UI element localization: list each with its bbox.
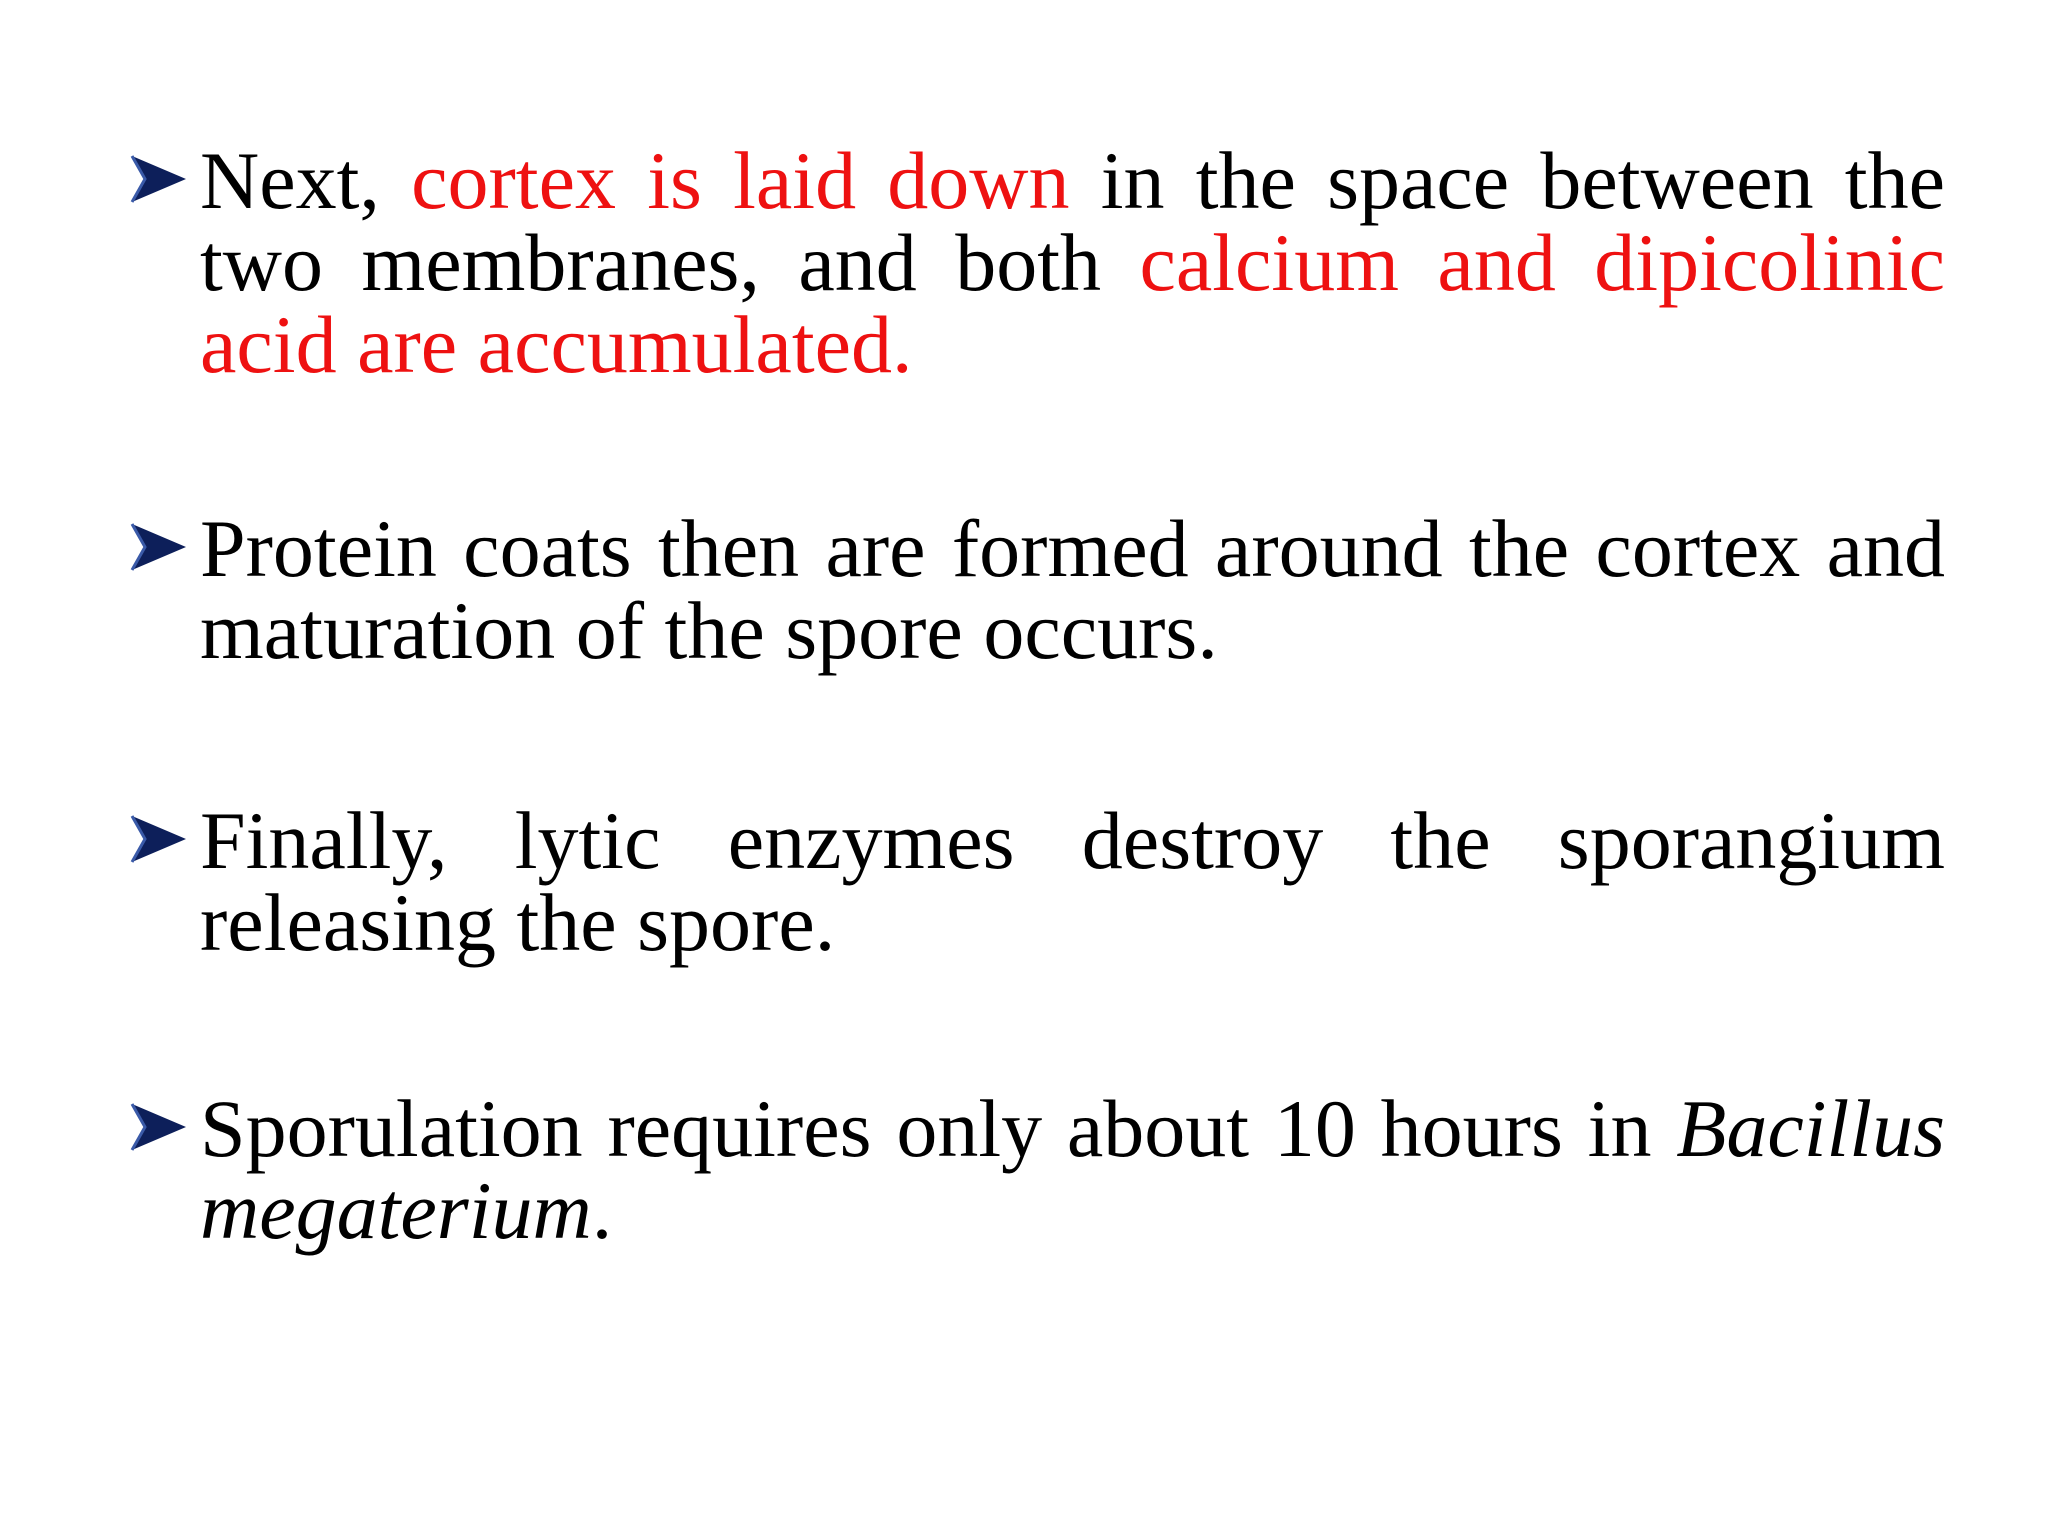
bullet-text-highlight: cortex is laid down bbox=[411, 135, 1070, 226]
bullet-item bbox=[130, 135, 1945, 390]
bullet-text-plain: Finally, lytic enzymes destroy the sporangium releasing the spore. bbox=[200, 795, 1945, 968]
bullet-item bbox=[130, 795, 1945, 968]
bullet-text-italic: Bacillus megaterium bbox=[200, 1083, 1945, 1256]
bullet-item bbox=[130, 1083, 1945, 1256]
bullet-text bbox=[200, 795, 1945, 968]
arrow-bullet-icon bbox=[130, 814, 188, 864]
bullet-text bbox=[200, 503, 1945, 676]
arrow-bullet-icon bbox=[130, 522, 188, 572]
bullet-text-plain: in the space between the two membranes, and both bbox=[200, 135, 1945, 308]
bullet-text bbox=[200, 1083, 1945, 1256]
bullet-text bbox=[200, 135, 1945, 390]
bullet-text-plain: . bbox=[591, 1165, 613, 1256]
bullet-text-highlight: calcium and dipicolinic acid are accumulated. bbox=[200, 217, 1945, 390]
bullet-item bbox=[130, 503, 1945, 676]
bullet-text-plain: Sporulation requires only about 10 hours in bbox=[200, 1083, 1677, 1174]
arrow-bullet-icon bbox=[130, 1102, 188, 1152]
arrow-bullet-icon bbox=[130, 154, 188, 204]
bullet-text-plain: Next, bbox=[200, 135, 412, 226]
bullet-text-plain: Protein coats then are formed around the cortex and maturation of the spore occurs. bbox=[200, 503, 1945, 676]
